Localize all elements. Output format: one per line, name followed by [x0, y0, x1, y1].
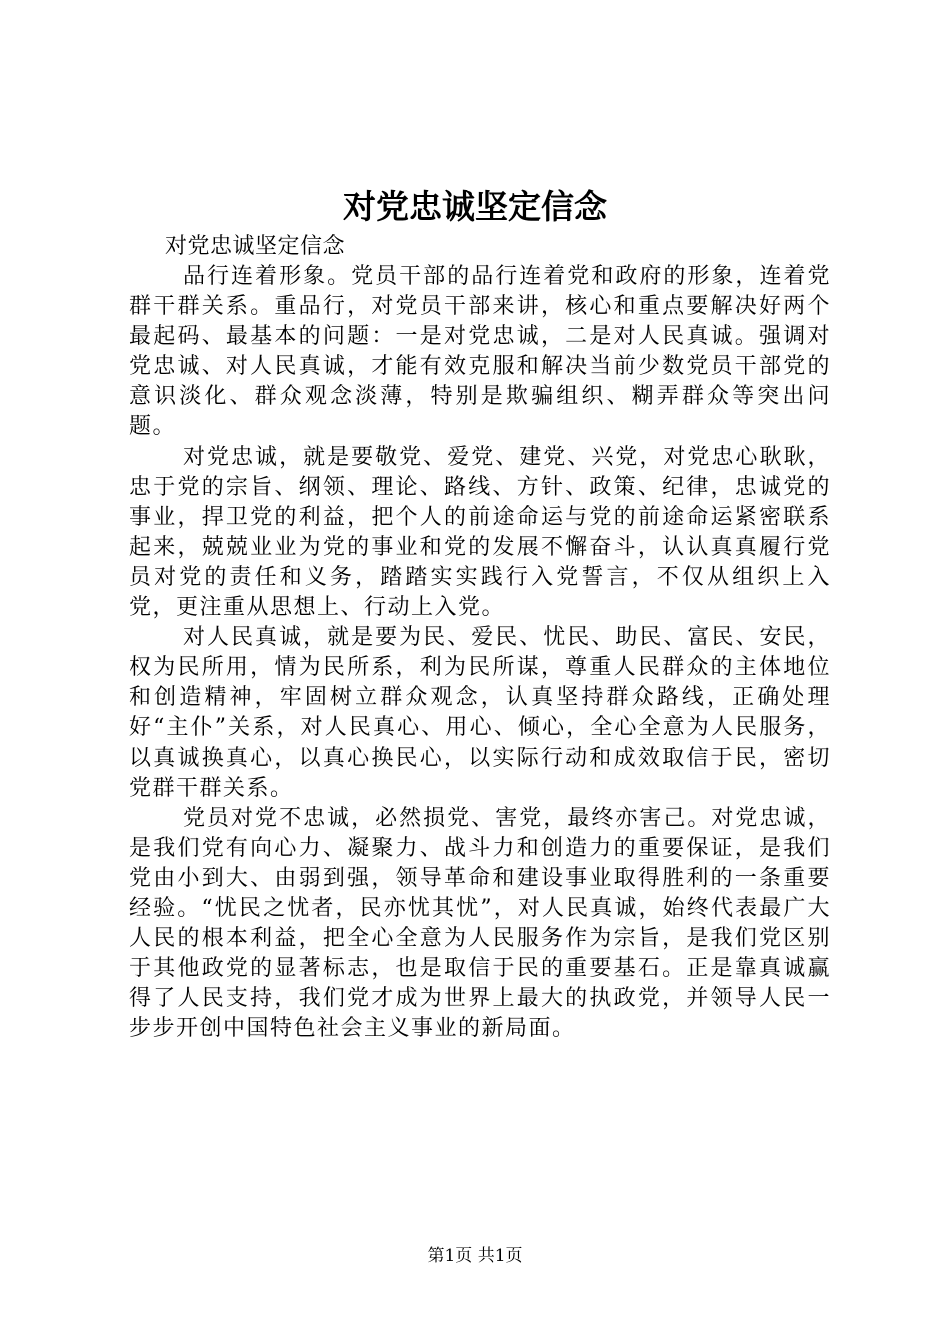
paragraph-3: 对人民真诚，就是要为民、爱民、忧民、助民、富民、安民，权为民所用，情为民所系，利为民所谋，尊重人民群众的主体地位和创造精神，牢固树立群众观念，认真坚持群众路线，正确处理好“主仆”关系，对人民真心、用心、倾心，全心全意为人民服务，以真诚换真心，以真心换民心，以实际行动和成效取信于民，密切党群干群关系。: [129, 625, 831, 801]
document-body: [129, 232, 831, 1044]
document-subtitle: 对党忠诚坚定信念: [165, 234, 346, 259]
paragraph-2: 对党忠诚，就是要敬党、爱党、建党、兴党，对党忠心耿耿，忠于党的宗旨、纲领、理论、路线、方针、政策、纪律，忠诚党的事业，捍卫党的利益，把个人的前途命运与党的前途命运紧密联系起来，兢兢业业为党的事业和党的发展不懈奋斗，认认真真履行党员对党的责任和义务，踏踏实实践行入党誓言，不仅从组织上入党，更注重从思想上、行动上入党。: [129, 444, 831, 621]
page-footer: 第1页 共1页: [427, 1246, 523, 1266]
document-title: 对党忠诚坚定信念: [343, 187, 607, 226]
paragraph-1: 品行连着形象。党员干部的品行连着党和政府的形象，连着党群干群关系。重品行，对党员干部来讲，核心和重点要解决好两个最起码、最基本的问题：一是对党忠诚，二是对人民真诚。强调对党忠诚、对人民真诚，才能有效克服和解决当前少数党员干部党的意识淡化、群众观念淡薄，特别是欺骗组织、糊弄群众等突出问题。: [129, 264, 831, 440]
paragraph-4: 党员对党不忠诚，必然损党、害党，最终亦害己。对党忠诚，是我们党有向心力、凝聚力、战斗力和创造力的重要保证，是我们党由小到大、由弱到强，领导革命和建设事业取得胜利的一条重要经验。“忧民之忧者，民亦忧其忧”，对人民真诚，始终代表最广大人民的根本利益，把全心全意为人民服务作为宗旨，是我们党区别于其他政党的显著标志，也是取信于民的重要基石。正是靠真诚赢得了人民支持，我们党才成为世界上最大的执政党，并领导人民一步步开创中国特色社会主义事业的新局面。: [129, 805, 831, 1042]
